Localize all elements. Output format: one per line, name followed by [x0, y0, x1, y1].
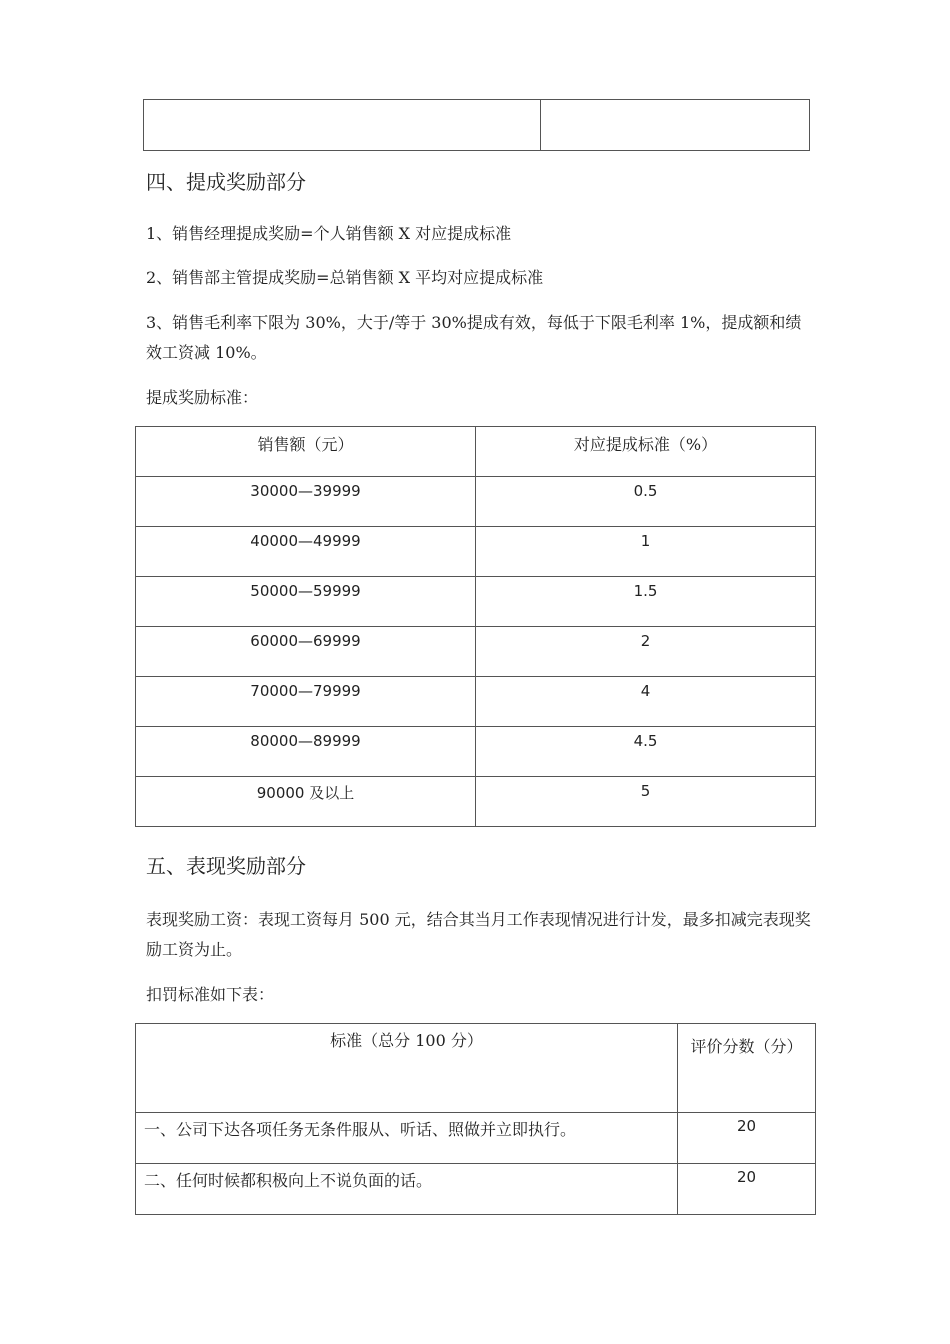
rate-cell: 1.5 [476, 577, 816, 627]
header-cell: 对应提成标准（%） [476, 427, 816, 477]
header-cell: 标准（总分 100 分） [136, 1024, 678, 1113]
commission-rate-table [135, 426, 816, 827]
rule-2: 2、销售部主管提成奖励=总销售额 X 平均对应提成标准 [146, 268, 544, 287]
score-table-caption: 扣罚标准如下表： [146, 985, 275, 1004]
rule-1: 1、销售经理提成奖励=个人销售额 X 对应提成标准 [146, 224, 512, 243]
table-row [136, 677, 816, 727]
sales-range-cell: 60000—69999 [136, 627, 476, 677]
table-row [136, 1164, 816, 1215]
rate-cell: 4 [476, 677, 816, 727]
table-header-row [136, 1024, 816, 1113]
table-row [136, 527, 816, 577]
rate-cell: 1 [476, 527, 816, 577]
rate-table-caption: 提成奖励标准： [146, 388, 259, 407]
criterion-cell: 二、任何时候都积极向上不说负面的话。 [136, 1164, 678, 1215]
table-row [136, 477, 816, 527]
penalty-standard-table [135, 1023, 816, 1215]
empty-cell [541, 100, 810, 151]
empty-cell [144, 100, 541, 151]
criterion-cell: 一、公司下达各项任务无条件服从、听话、照做并立即执行。 [136, 1113, 678, 1164]
sales-range-cell: 80000—89999 [136, 727, 476, 777]
section5-heading: 五、表现奖励部分 [146, 854, 306, 878]
score-cell: 20 [678, 1164, 816, 1215]
sales-range-cell: 50000—59999 [136, 577, 476, 627]
rate-cell: 5 [476, 777, 816, 827]
sales-range-cell: 40000—49999 [136, 527, 476, 577]
section5-description: 表现奖励工资：表现工资每月 500 元，结合其当月工作表现情况进行计发，最多扣减完表现奖励工资为止。 [146, 910, 811, 959]
header-cell: 销售额（元） [136, 427, 476, 477]
table-row [136, 777, 816, 827]
rate-cell: 0.5 [476, 477, 816, 527]
table-header-row [136, 427, 816, 477]
header-cell: 评价分数（分） [678, 1024, 816, 1113]
score-cell: 20 [678, 1113, 816, 1164]
sales-range-cell: 70000—79999 [136, 677, 476, 727]
table-row [136, 727, 816, 777]
sales-range-cell: 90000 及以上 [136, 777, 476, 827]
previous-table-tail [143, 99, 810, 151]
rule-3: 3、销售毛利率下限为 30%，大于/等于 30%提成有效，每低于下限毛利率 1%，提成额和绩效工资减 10%。 [146, 313, 802, 362]
table-row [136, 577, 816, 627]
section4-heading: 四、提成奖励部分 [146, 170, 306, 194]
table-row [136, 627, 816, 677]
sales-range-cell: 30000—39999 [136, 477, 476, 527]
table-row [136, 1113, 816, 1164]
rate-cell: 2 [476, 627, 816, 677]
rate-cell: 4.5 [476, 727, 816, 777]
